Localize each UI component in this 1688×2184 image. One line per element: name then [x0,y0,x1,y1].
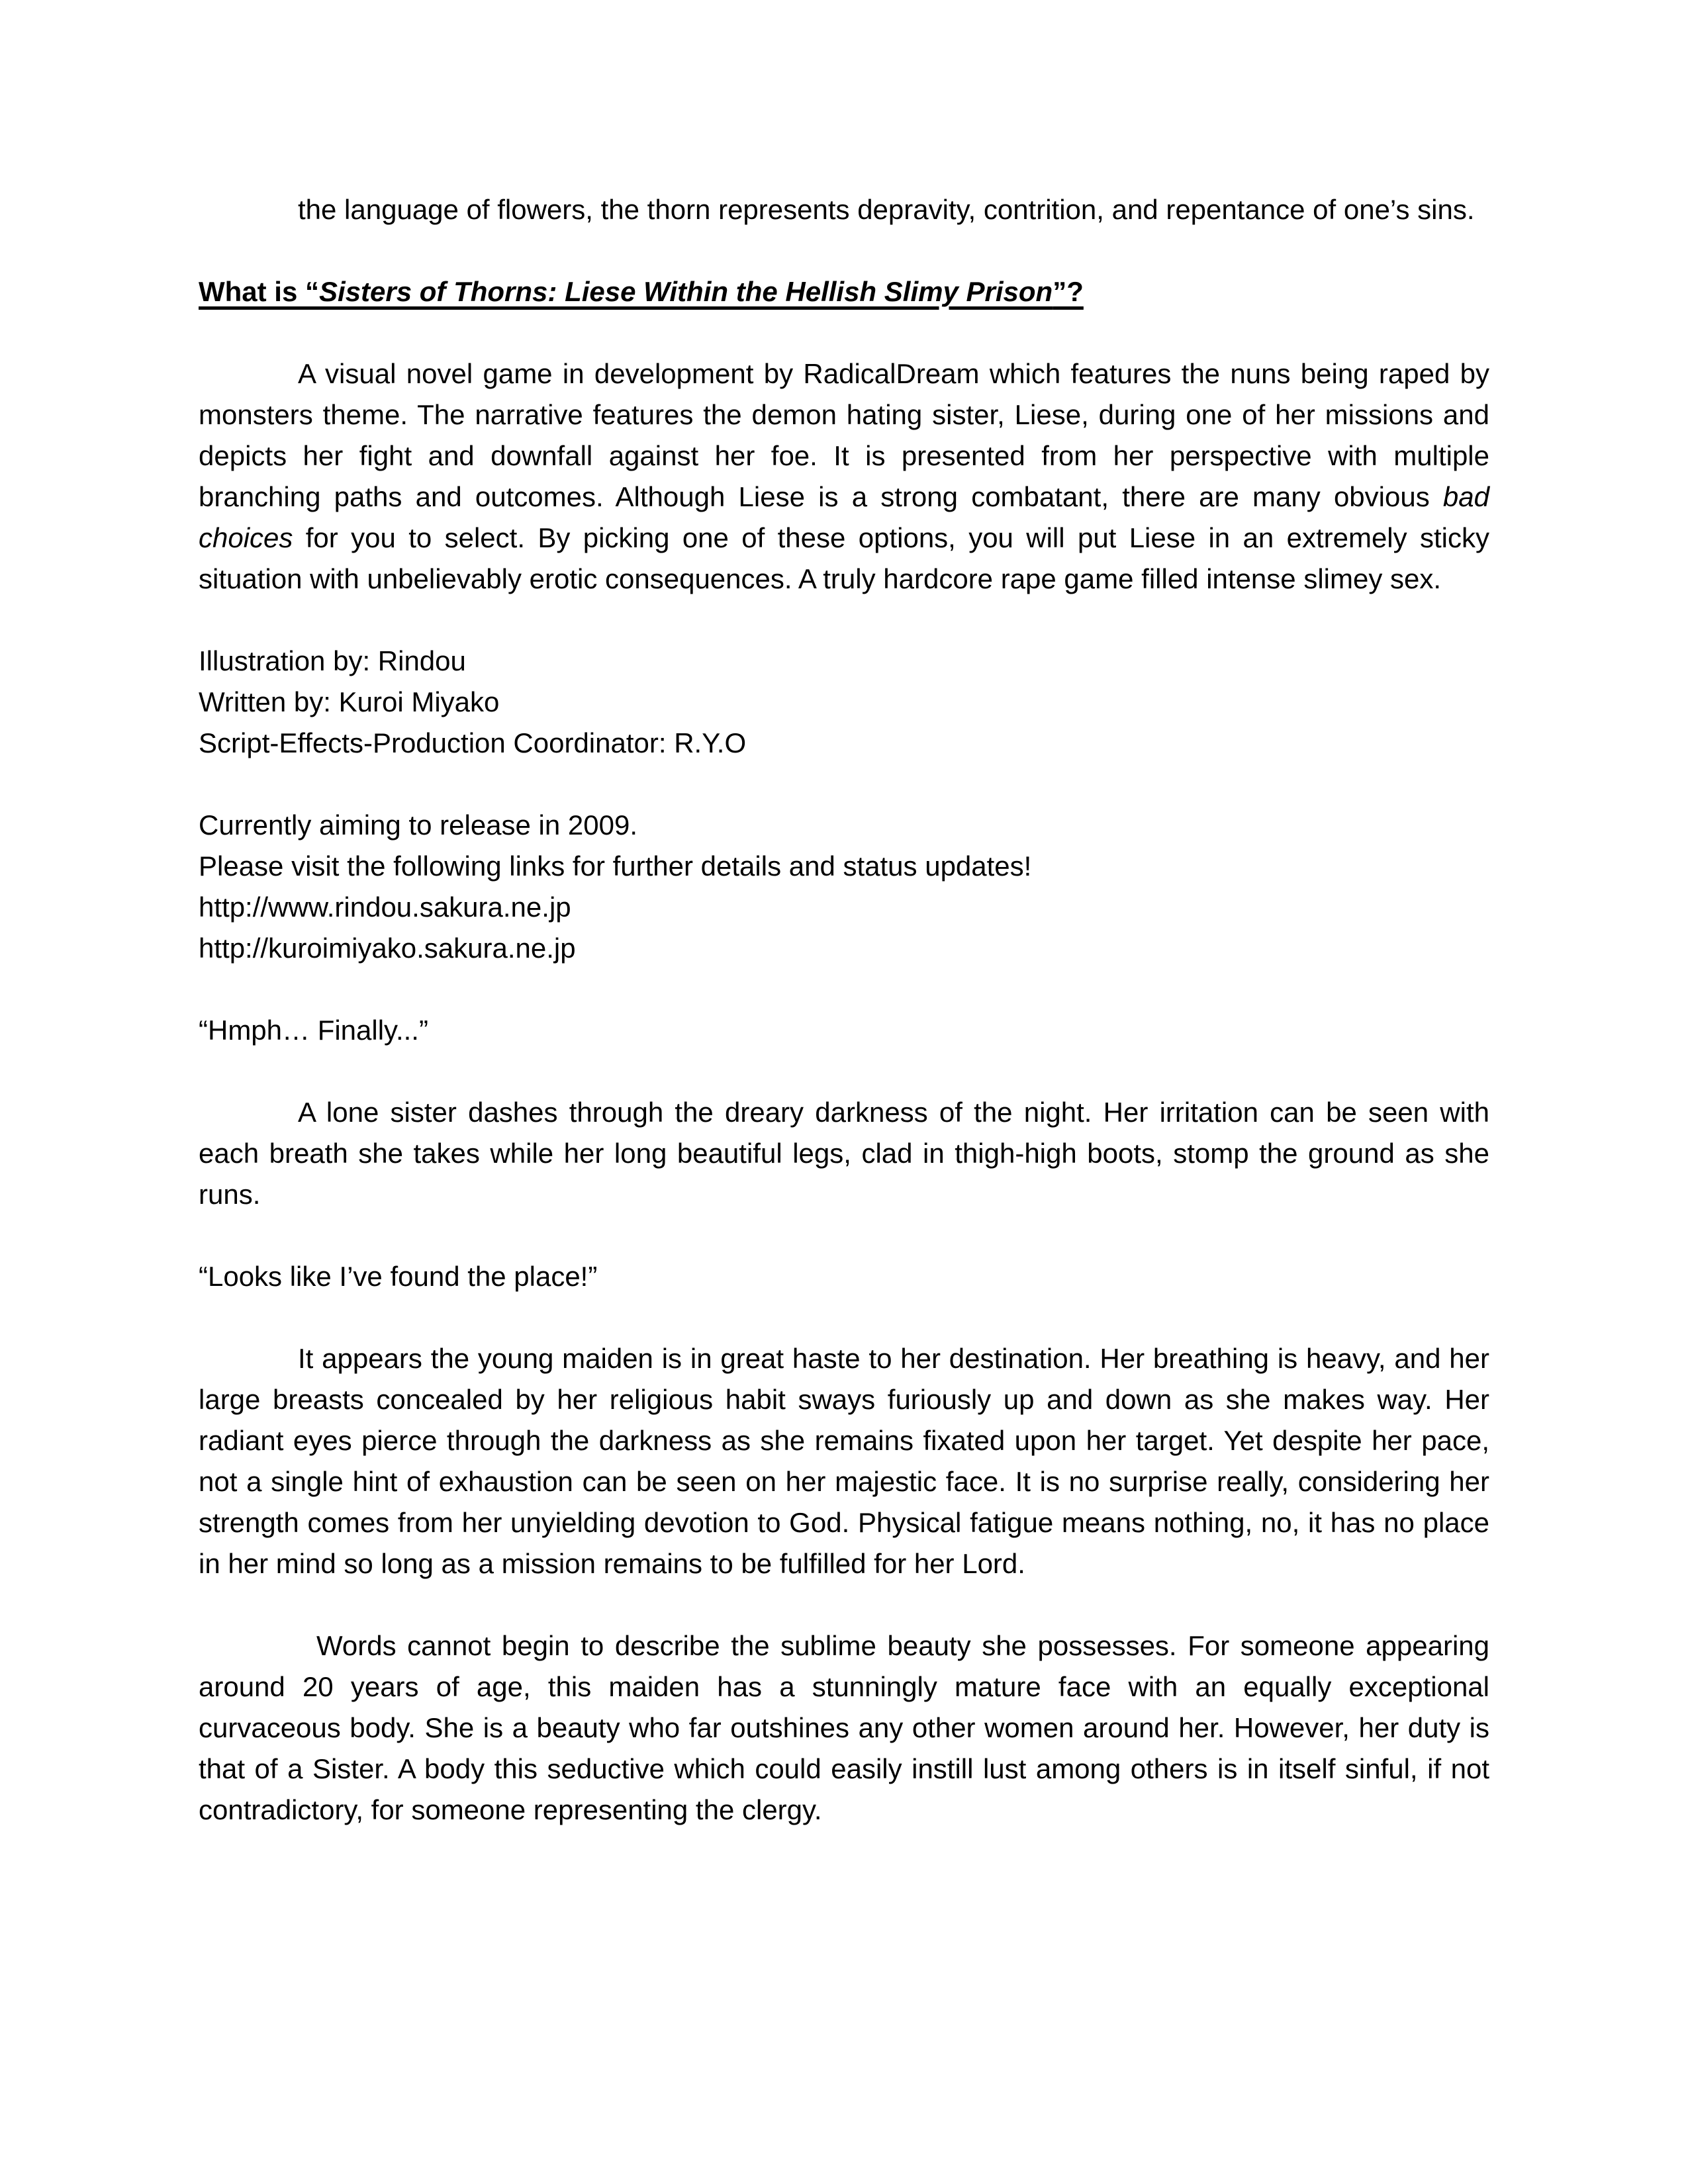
heading-underlined-text [199,276,1084,307]
credit-illustration-line: Illustration by: Rindou [199,645,466,676]
paragraph-lone-sister: A lone sister dashes through the dreary darkness of the night. Her irritation can be seen with each breath she takes while her long beautiful legs, clad in thigh-high boots, stomp the ground as she runs. [199,1097,1489,1210]
dialogue-hmph-line: “Hmph… Finally...” [199,1015,428,1046]
paragraph-sublime-beauty: Words cannot begin to describe the sublime beauty she possesses. For someone appearing around 20 years of age, this maiden has a stunningly mature face with an equally exceptional curvaceous body. She is a beauty who far outshines any other women around her. However, her duty is that of a Sister. A body this seductive which could easily instill lust among others is in itself sinful, if not contradictory, for someone representing the clergy. [199,1630,1489,1825]
about-text-after: for you to select. By picking one of these options, you will put Liese in an extremely sticky situation with unbelievably erotic consequences. A truly hardcore rape game filled intense slimey sex. [199,522,1489,594]
paragraph-intro-fragment: the language of flowers, the thorn represents depravity, contrition, and repentance of one’s sins. [298,194,1475,225]
about-text-before: A visual novel game in development by RadicalDream which features the nuns being raped by monsters theme. The narrative features the demon hating sister, Liese, during one of her missions and depicts her fight and downfall against her foe. It is presented from her perspective with multiple branching paths and outcomes. Although Liese is a strong combatant, there are many obvious [199,358,1489,512]
url-kuroimiyako-text: http://kuroimiyako.sakura.ne.jp [199,933,576,964]
section-heading [199,271,1489,312]
paragraph-young-maiden: It appears the young maiden is in great haste to her destination. Her breathing is heavy, and her large breasts concealed by her religious habit sways furiously up and down as she makes way. Her radiant eyes pierce through the darkness as she remains fixated upon her target. Yet despite her pace, not a single hint of exhaustion can be seen on her majestic face. It is no surprise really, considering her strength comes from her unyielding devotion to God. Physical fatigue means nothing, no, it has no place in her mind so long as a mission remains to be fulfilled for her Lord. [199,1343,1489,1579]
paragraph-about-game [199,353,1489,600]
heading-suffix: ”? [1053,276,1084,307]
url-rindou-text: http://www.rindou.sakura.ne.jp [199,891,571,923]
dialogue-found-place-line: “Looks like I’ve found the place!” [199,1261,598,1292]
heading-game-title: Sisters of Thorns: Liese Within the Hellish Slimy Prison [319,276,1053,307]
links-intro-line: Please visit the following links for further details and status updates! [199,850,1032,882]
about-text-italic: bad choices [199,481,1489,553]
release-info-block [199,805,1489,969]
heading-prefix: What is “ [199,276,320,307]
credits-block [199,641,1489,764]
credit-writer-line: Written by: Kuroi Miyako [199,686,500,717]
release-date-line: Currently aiming to release in 2009. [199,809,638,841]
credit-coordinator-line: Script-Effects-Production Coordinator: R.Y.O [199,727,747,758]
